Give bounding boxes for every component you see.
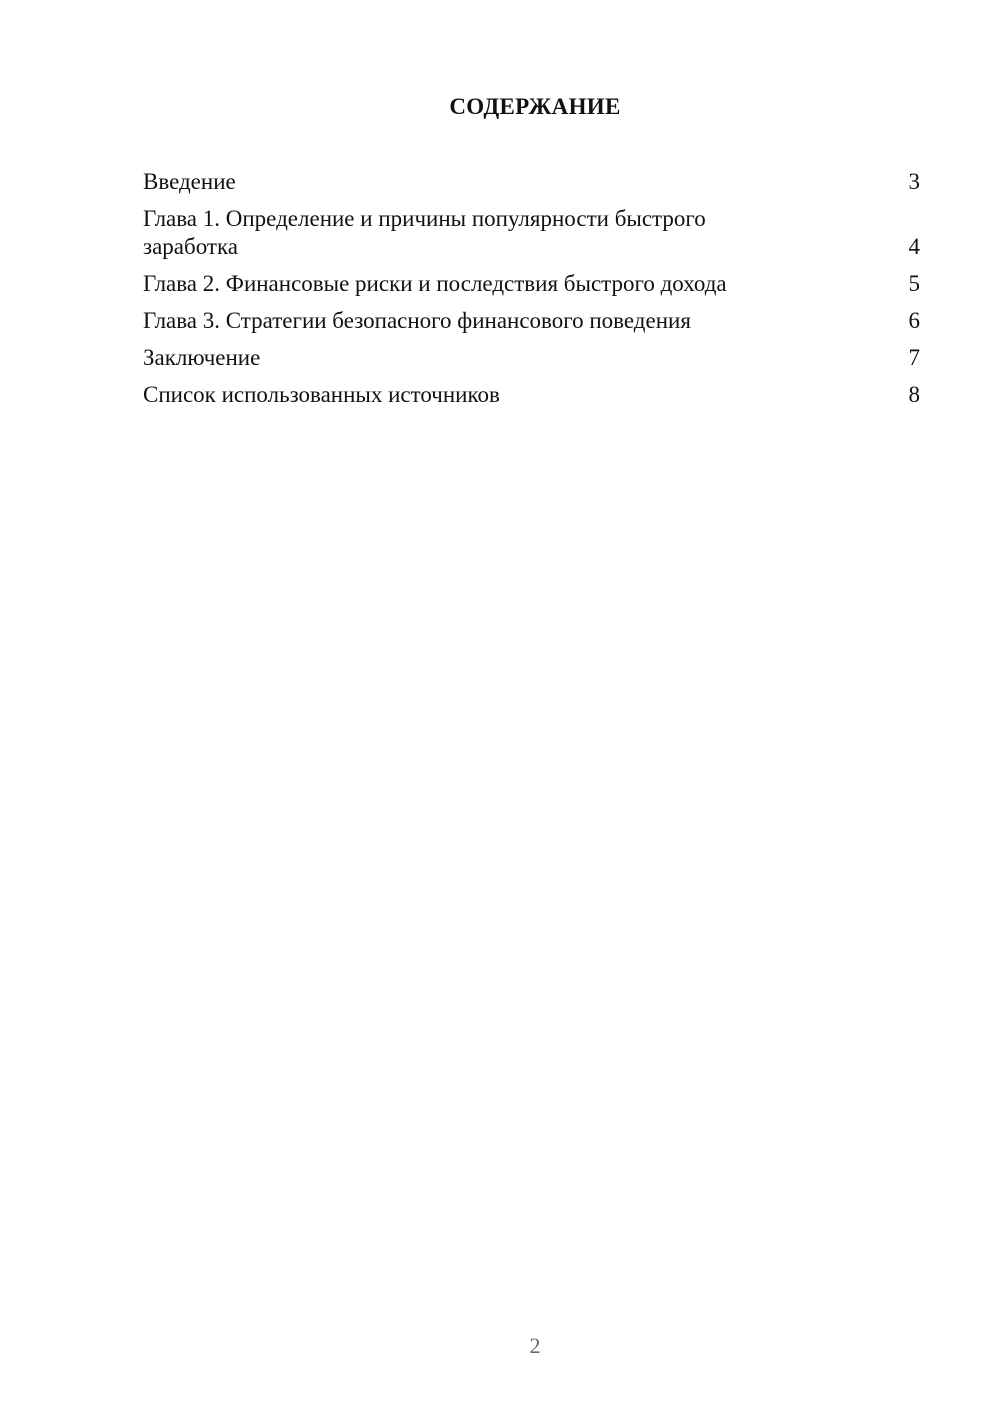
toc-entry-label: Список использованных источников — [143, 382, 500, 407]
toc-entry-chapter-2 — [143, 270, 920, 298]
toc-entry-label: Глава 1. Определение и причины популярности быстрого заработка — [143, 206, 706, 259]
toc-entry-label: Введение — [143, 169, 236, 194]
toc-entry-chapter-1 — [143, 205, 920, 261]
toc-entry-page: 3 — [908, 169, 920, 194]
toc-entry-page: 5 — [908, 271, 920, 296]
toc-entry-label: Глава 2. Финансовые риски и последствия быстрого дохода — [143, 271, 727, 296]
toc-entry-chapter-3 — [143, 307, 920, 335]
table-of-contents — [143, 168, 920, 418]
toc-entry-label: Глава 3. Стратегии безопасного финансового поведения — [143, 308, 691, 333]
toc-entry-references — [143, 381, 920, 409]
toc-entry-page: 4 — [908, 234, 920, 259]
page-title: СОДЕРЖАНИЕ — [449, 94, 621, 119]
toc-entry-conclusion — [143, 344, 920, 372]
toc-entry-page: 6 — [908, 308, 920, 333]
toc-entry-page: 7 — [908, 345, 920, 370]
page-number: 2 — [529, 1333, 541, 1358]
toc-entry-introduction — [143, 168, 920, 196]
toc-entry-label: Заключение — [143, 345, 261, 370]
toc-entry-page: 8 — [908, 382, 920, 407]
